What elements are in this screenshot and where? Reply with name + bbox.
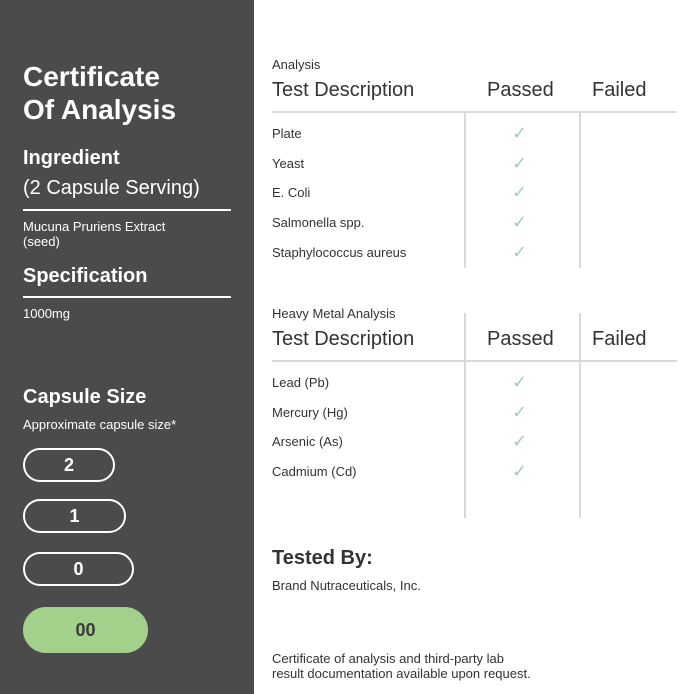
heavy-metal-column-divider-2: [579, 313, 581, 518]
analysis-row-ecoli: E. Coli: [272, 185, 311, 200]
specification-heading: Specification: [23, 265, 148, 287]
analysis-header-description: Test Description: [272, 79, 415, 101]
check-icon: ✓: [512, 461, 528, 481]
analysis-header-rule: [272, 111, 677, 113]
check-icon: ✓: [512, 242, 528, 262]
check-icon: ✓: [512, 431, 528, 451]
check-icon: ✓: [512, 123, 528, 143]
capsule-size-note: Approximate capsule size*: [23, 417, 177, 432]
heavy-metal-row-cadmium: Cadmium (Cd): [272, 464, 357, 479]
heavy-metal-row-lead: Lead (Pb): [272, 375, 330, 390]
page-title: [23, 60, 176, 126]
capsule-size-1: 1: [23, 499, 126, 533]
left-panel: [0, 0, 254, 694]
capsule-size-0: 0: [23, 552, 134, 586]
check-icon: ✓: [512, 153, 528, 173]
heavy-metal-row-arsenic: Arsenic (As): [272, 434, 343, 449]
heavy-metal-row-mercury: Mercury (Hg): [272, 405, 348, 420]
footer-note: [272, 651, 652, 681]
ingredient-name-line-2: (seed): [23, 234, 60, 249]
heavy-metal-header-failed: Failed: [592, 328, 647, 350]
analysis-label: Analysis: [272, 57, 321, 72]
footer-line-2: result documentation available upon request.: [272, 666, 531, 681]
capsule-size-heading: Capsule Size: [23, 386, 147, 408]
analysis-row-plate: Plate: [272, 126, 302, 141]
check-icon: ✓: [512, 212, 528, 232]
capsule-size-00: 00: [23, 607, 148, 653]
heavy-metal-header-passed: Passed: [487, 328, 554, 350]
ingredient-divider: [23, 209, 231, 211]
footer-line-1: Certificate of analysis and third-party lab: [272, 651, 504, 666]
tested-by-company: Brand Nutraceuticals, Inc.: [272, 578, 421, 593]
check-icon: ✓: [512, 372, 528, 392]
heavy-metal-column-divider-1: [464, 313, 466, 518]
analysis-row-yeast: Yeast: [272, 156, 305, 171]
specification-value: 1000mg: [23, 306, 70, 321]
title-line-1: Certificate: [23, 61, 160, 92]
capsule-size-2: 2: [23, 448, 115, 482]
results-panel: [254, 0, 679, 694]
tested-by-heading: Tested By:: [272, 547, 373, 569]
analysis-column-divider-2: [579, 113, 581, 268]
analysis-row-staphylococcus: Staphylococcus aureus: [272, 245, 407, 260]
heavy-metal-label: Heavy Metal Analysis: [272, 306, 396, 321]
analysis-header-passed: Passed: [487, 79, 554, 101]
check-icon: ✓: [512, 402, 528, 422]
heavy-metal-header-rule: [272, 360, 677, 362]
specification-divider: [23, 296, 231, 298]
ingredient-heading: Ingredient: [23, 147, 120, 169]
heavy-metal-header-description: Test Description: [272, 328, 415, 350]
serving-text: (2 Capsule Serving): [23, 177, 200, 199]
check-icon: ✓: [512, 182, 528, 202]
analysis-column-divider-1: [464, 113, 466, 268]
ingredient-name: [23, 219, 165, 249]
analysis-row-salmonella: Salmonella spp.: [272, 215, 365, 230]
analysis-header-failed: Failed: [592, 79, 647, 101]
ingredient-name-line-1: Mucuna Pruriens Extract: [23, 219, 166, 234]
title-line-2: Of Analysis: [23, 94, 177, 125]
